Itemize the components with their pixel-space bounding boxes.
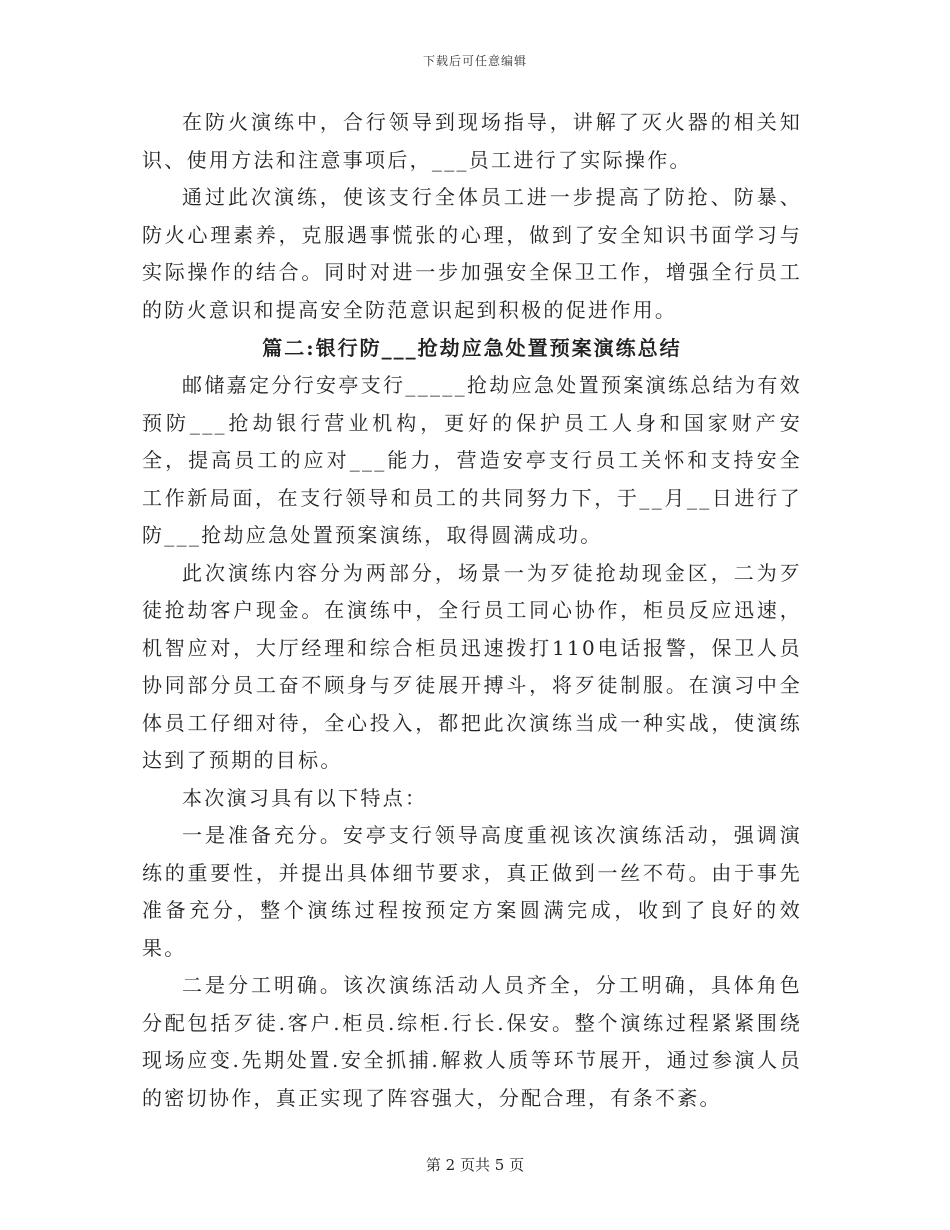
page-header: 下载后可任意编辑 [422,54,527,68]
paragraph-features-intro: 本次演习具有以下特点： [182,785,428,810]
paragraph-fire-drill: 在防火演练中，合行领导到现场指导，讲解了灭火器的相关知识、使用方法和注意事项后，___员工进行了实际操作。 [142,110,802,172]
paragraph-drill-content: 此次演练内容分为两部分，场景一为歹徒抢劫现金区，二为歹徒抢劫客户现金。在演练中，全行员工同心协作，柜员反应迅速，机智应对，大厅经理和综合柜员迅速拨打110电话报警，保卫人员协同部分员工奋不顾身与歹徒展开搏斗，将歹徒制服。在演习中全体员工仔细对待，全心投入，都把此次演练当成一种实战，使演练达到了预期的目标。 [142,560,802,772]
section-title: 篇二:银行防___抢劫应急处置预案演练总结 [262,336,682,360]
document-body [142,104,802,1117]
paragraph-drill-effect: 通过此次演练，使该支行全体员工进一步提高了防抢、防暴、防火心理素养，克服遇事慌张的心理，做到了安全知识书面学习与实际操作的结合。同时对进一步加强安全保卫工作，增强全行员工的防火意识和提高安全防范意识起到积极的促进作用。 [142,185,802,322]
paragraph-feature-one: 一是准备充分。安亭支行领导高度重视该次演练活动，强调演练的重要性，并提出具体细节要求，真正做到一丝不苟。由于事先准备充分，整个演练过程按预定方案圆满完成，收到了良好的效果。 [142,823,802,960]
page-number: 第 2 页共 5 页 [425,1156,525,1174]
paragraph-intro: 邮储嘉定分行安亭支行_____抢劫应急处置预案演练总结为有效预防___抢劫银行营业机构，更好的保护员工人身和国家财产安全，提高员工的应对___能力，营造安亭支行员工关怀和支持安全工作新局面，在支行领导和员工的共同努力下，于__月__日进行了防___抢劫应急处置预案演练，取得圆满成功。 [142,373,802,547]
paragraph-feature-two: 二是分工明确。该次演练活动人员齐全，分工明确，具体角色分配包括歹徒.客户.柜员.综柜.行长.保安。整个演练过程紧紧围绕现场应变.先期处置.安全抓捕.解救人质等环节展开，通过参演人员的密切协作，真正实现了阵容强大，分配合理，有条不紊。 [142,973,802,1110]
